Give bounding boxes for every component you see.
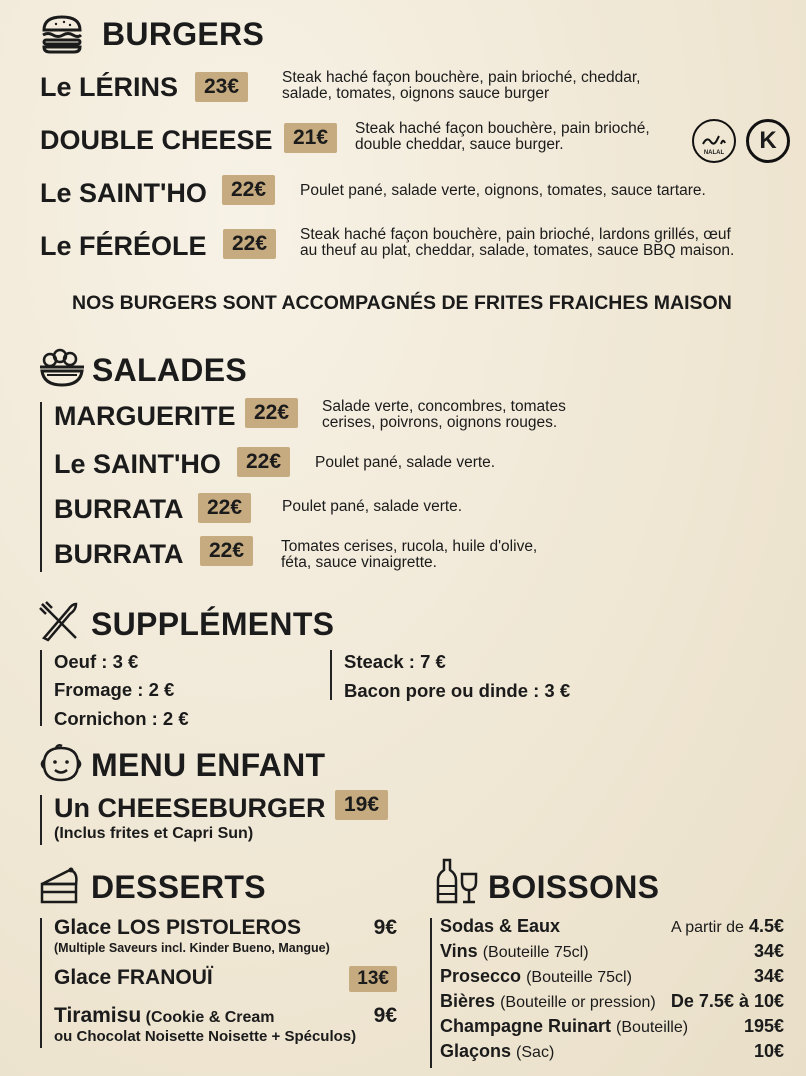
boisson-price: 4.5€ [748,916,784,936]
burger-price: 22€ [222,175,275,205]
boisson-detail: (Bouteille 75cl) [482,944,589,961]
burger-price: 22€ [223,229,276,259]
boisson-row [440,966,784,991]
salade-name: MARGUERITE [54,401,236,431]
baby-face-icon [38,742,84,784]
dessert-name: Glace LOS PISTOLEROS [54,916,302,939]
dessert-sub: (Multiple Saveurs incl. Kinder Bueno, Mangue) [54,941,330,955]
supplements-title: SUPPLÉMENTS [91,606,335,642]
salade-desc: Poulet pané, salade verte. [315,454,496,471]
burger-name: DOUBLE CHEESE [40,125,273,155]
supplement-item: Steack : 7 € [344,651,446,672]
boisson-row [440,941,784,966]
salade-price: 22€ [245,398,298,428]
dessert-item [54,916,397,955]
boisson-name: Bières [440,991,496,1011]
halal-logo [692,119,736,163]
boisson-row [440,916,784,941]
boisson-price: 195€ [743,1016,784,1036]
burger-price: 21€ [284,123,337,153]
dessert-item [54,966,397,992]
boisson-price: 10€ [753,1041,784,1061]
enfant-divider [40,795,42,845]
supplement-item: Oeuf : 3 € [54,651,139,672]
salade-desc-line: Tomates cerises, rucola, huile d'olive, [281,538,538,555]
boisson-label [440,1016,688,1037]
dessert-sub: ou Chocolat Noisette Noisette + Spéculos) [54,1028,357,1045]
boisson-label [440,1041,554,1062]
burger-desc-line: salade, tomates, oignons sauce burger [282,85,550,102]
boisson-detail: (Sac) [516,1044,555,1061]
boisson-label [440,966,632,987]
salade-desc-line: féta, sauce vinaigrette. [281,554,437,571]
supplement-item: Cornichon : 2 € [54,708,189,729]
boisson-detail: (Bouteille or pression) [500,994,656,1011]
burger-name: Le SAINT'HO [40,178,207,208]
halal-label: NALAL [703,150,725,156]
boisson-name: Vins [440,941,478,961]
boisson-price-prefix: A partir de [671,919,744,936]
boisson-price: 34€ [753,966,784,986]
dessert-item [54,1004,397,1045]
supplement-item: Fromage : 2 € [54,679,175,700]
burger-desc-line: Steak haché façon bouchère, pain brioché, lardons grillés, œuf [300,226,731,243]
dessert-name: Glace FRANOUÏ [54,966,213,989]
burger-desc-line: Steak haché façon bouchère, pain brioché, cheddar, [282,69,641,86]
boisson-price: De 7.5€ à 10€ [670,991,784,1011]
burger-icon [40,14,84,54]
fork-knife-icon [38,600,80,642]
boisson-name: Champagne Ruinart [440,1016,612,1036]
salade-name: BURRATA [54,494,184,524]
desserts-divider [40,918,42,1048]
salade-desc-line: Salade verte, concombres, tomates [322,398,566,415]
burger-desc-line: Steak haché façon bouchère, pain brioché, [355,120,650,137]
burger-desc-line: double cheddar, sauce burger. [355,136,564,153]
boisson-row [440,1016,784,1041]
burger-desc [300,227,734,259]
desserts-title: DESSERTS [91,869,266,905]
enfant-note: (Inclus frites et Capri Sun) [54,825,254,842]
dessert-name-extra: (Cookie & Cream [145,1009,275,1026]
burger-name: Le FÉRÉOLE [40,231,207,261]
salade-name: BURRATA [54,539,184,569]
salade-price: 22€ [200,536,253,566]
boisson-label [440,941,589,962]
boissons-title: BOISSONS [488,869,660,905]
boisson-detail: (Bouteille) [616,1019,689,1036]
boisson-name: Sodas & Eaux [440,916,561,936]
dessert-name-group [54,1004,275,1028]
enfant-title: MENU ENFANT [91,747,326,783]
boisson-row [440,1041,784,1066]
boissons-divider [430,918,432,1068]
cake-slice-icon [38,866,80,906]
boissons-list [440,916,784,1066]
boisson-name: Glaçons [440,1041,512,1061]
salade-price: 22€ [237,447,290,477]
dessert-price: 13€ [349,966,397,992]
burgers-title: BURGERS [102,16,265,52]
supplements-divider [40,650,42,726]
enfant-name: Un CHEESEBURGER [54,793,326,823]
salade-desc [281,539,537,571]
boisson-price-group [671,916,784,937]
burger-desc-line: au theuf au plat, cheddar, salade, tomates, sauce BBQ maison. [300,242,735,259]
burger-desc: Poulet pané, salade verte, oignons, tomates, sauce tartare. [300,182,706,199]
salade-desc [322,399,566,431]
salade-price: 22€ [198,493,251,523]
kosher-label: K [759,127,777,154]
kosher-logo [746,119,790,163]
salad-bowl-icon [38,348,86,388]
supplement-item: Bacon pore ou dinde : 3 € [344,680,571,701]
salades-title: SALADES [92,352,248,388]
salade-name: Le SAINT'HO [54,449,221,479]
supplements-divider [330,650,332,700]
dessert-price: 9€ [373,1004,397,1027]
dessert-name: Tiramisu [54,1004,142,1027]
burger-desc [282,70,640,102]
burger-name: Le LÉRINS [40,72,179,102]
boisson-name: Prosecco [440,966,522,986]
burger-price: 23€ [195,72,248,102]
boisson-price: 34€ [753,941,784,961]
burgers-note: NOS BURGERS SONT ACCOMPAGNÉS DE FRITES FRAICHES MAISON [72,292,732,314]
enfant-price: 19€ [335,790,388,820]
boisson-detail: (Bouteille 75cl) [526,969,632,986]
boisson-row [440,991,784,1016]
salades-divider [40,402,42,572]
boisson-label [440,991,656,1012]
bottle-glass-icon [436,858,480,906]
burger-desc [355,121,650,153]
dessert-price: 9€ [373,916,397,939]
salade-desc-line: cerises, poivrons, oignons rouges. [322,414,558,431]
salade-desc: Poulet pané, salade verte. [282,498,463,515]
